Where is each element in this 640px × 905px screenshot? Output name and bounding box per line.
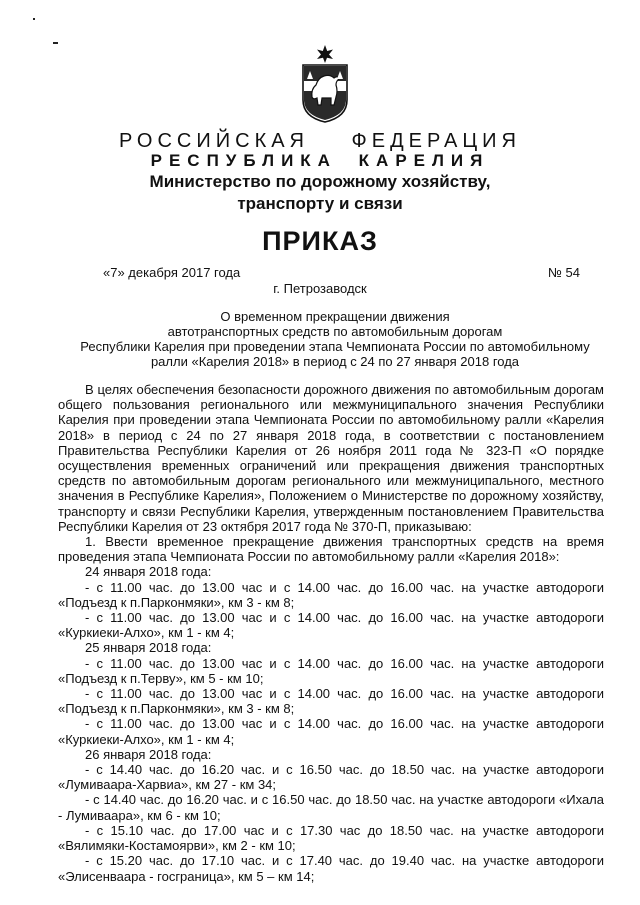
header-country: РОССИЙСКАЯ ФЕДЕРАЦИЯ — [119, 130, 521, 152]
preamble-line: общего пользования регионального или межмуниципального значения Республики — [58, 397, 604, 413]
header-ministry-line1: Министерство по дорожному хозяйству, — [149, 172, 491, 191]
closure-time-line: - с 11.00 час. до 13.00 час и с 14.00 час. до 16.00 час. на участке автодороги — [85, 610, 604, 626]
closure-road-line: «Подъезд к п.Парконмяки», км 3 - км 8; — [58, 594, 295, 610]
closure-road-line: «Куркиеки-Алхо», км 1 - км 4; — [58, 731, 235, 747]
day-date: 24 января 2018 года: — [85, 564, 212, 580]
clause-line: 1. Ввести временное прекращение движения транспортных средств на время — [85, 534, 604, 550]
document-title: ПРИКАЗ — [262, 226, 378, 256]
day-date: 25 января 2018 года: — [85, 640, 212, 656]
closure-road-line: «Подъезд к п.Парконмяки», км 3 - км 8; — [58, 701, 295, 717]
preamble-line: Республики Карелия от 23 октября 2017 года № 370-П, приказываю: — [58, 518, 472, 534]
preamble-line: В целях обеспечения безопасности дорожного движения по автомобильным дорогам — [85, 382, 604, 397]
subject-line: автотранспортных средств по автомобильным дорогам — [167, 324, 503, 339]
order-date: «7» декабря 2017 года — [103, 265, 241, 280]
closure-time-line: - с 15.20 час. до 17.10 час. и с 17.40 час. до 19.40 час. на участке автодороги — [85, 853, 604, 869]
subject-line: ралли «Карелия 2018» в период с 24 по 27 января 2018 года — [150, 354, 520, 369]
order-subject — [40, 309, 630, 369]
closure-road-line: «Лумиваара-Харвиа», км 27 - км 34; — [58, 777, 277, 793]
header-republic: РЕСПУБЛИКА КАРЕЛИЯ — [150, 151, 490, 170]
closure-road-line: «Вялимяки-Костамоярви», км 2 - км 10; — [58, 838, 296, 854]
header-ministry-line2: транспорту и связи — [237, 194, 403, 213]
preamble-line: Правительства Республики Карелия от 26 ноября 2011 года № 323-П «О порядке — [58, 442, 604, 458]
order-body — [58, 382, 604, 884]
order-number: № 54 — [547, 265, 580, 280]
scan-speck — [33, 18, 35, 20]
clause-line: проведения этапа Чемпионата России по автомобильному ралли «Карелия 2018»: — [58, 549, 560, 565]
karelia-coat-of-arms-icon — [298, 45, 352, 123]
closure-time-line: - с 11.00 час. до 13.00 час и с 14.00 час. до 16.00 час. на участке автодороги — [85, 579, 604, 595]
scan-speck — [53, 42, 58, 44]
closure-time-line: - с 11.00 час. до 13.00 час и с 14.00 час. до 16.00 час. на участке автодороги — [85, 655, 604, 671]
preamble-line: осуществления временных ограничений или прекращения движения транспортных — [58, 458, 604, 474]
closure-road-line: «Подъезд к п.Терву», км 5 - км 10; — [58, 670, 264, 686]
closure-road-line: «Куркиеки-Алхо», км 1 - км 4; — [58, 625, 235, 641]
order-city: г. Петрозаводск — [273, 281, 367, 296]
day-date: 26 января 2018 года: — [85, 746, 212, 762]
closure-time-line: - с 15.10 час. до 17.00 час и с 17.30 час до 18.50 час. на участке автодороги — [85, 822, 604, 838]
subject-line: Республики Карелия при проведении этапа Чемпионата России по автомобильному — [80, 339, 590, 354]
preamble-line: средств по автомобильным дорогам регионального или межмуниципального, местного — [58, 473, 604, 489]
closure-road-line: - Лумиваара», км 6 - км 10; — [58, 807, 221, 823]
closure-time-line: - с 14.40 час. до 16.20 час. и с 16.50 час. до 18.50 час. на участке автодороги — [85, 762, 604, 778]
preamble-line: значения в Республике Карелия», Положением о Министерстве по дорожному хозяйству, — [58, 488, 604, 504]
preamble-line: Карелия при проведении этапа Чемпионата России по автомобильному ралли «Карелия — [58, 412, 604, 428]
closure-time-line: - с 11.00 час. до 13.00 час и с 14.00 час. до 16.00 час. на участке автодороги — [85, 716, 604, 732]
subject-line: О временном прекращении движения — [220, 309, 450, 324]
preamble-line: транспорту и связи Республики Карелия, утвержденным постановлением Правительства — [58, 503, 604, 519]
preamble-line: 2018» в период с 24 по 27 января 2018 года, в соответствии с постановлением — [58, 427, 604, 443]
closure-time-line: - с 14.40 час. до 16.20 час. и с 16.50 час. до 18.50 час. на участке автодороги «Ихала — [85, 792, 604, 808]
closure-road-line: «Элисенваара - госграница», км 5 – км 14; — [58, 868, 315, 884]
closure-time-line: - с 11.00 час. до 13.00 час и с 14.00 час. до 16.00 час. на участке автодороги — [85, 686, 604, 702]
